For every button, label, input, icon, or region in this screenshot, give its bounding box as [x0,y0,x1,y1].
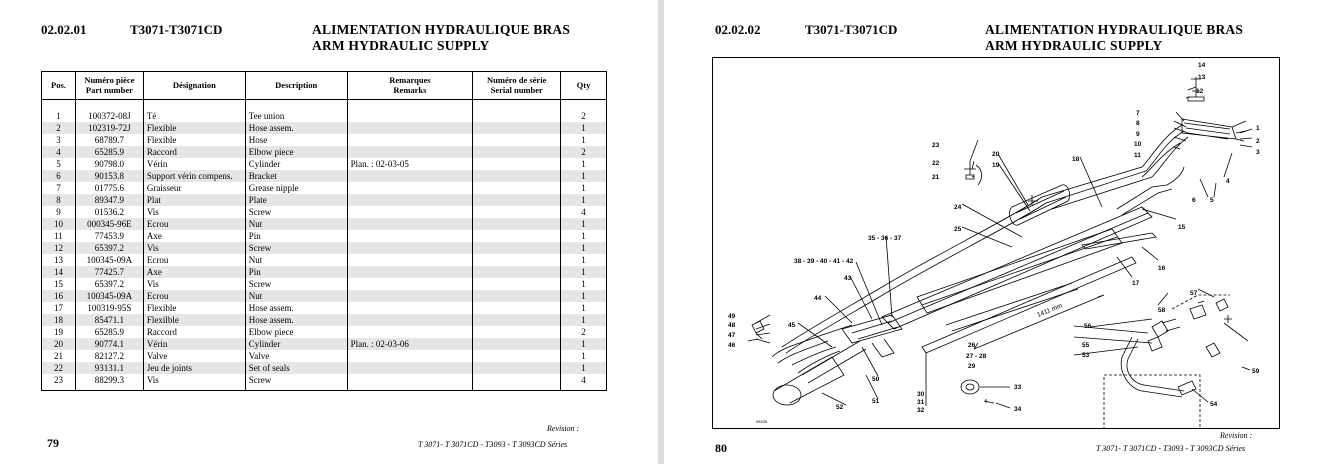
cell-qty: 1 [561,122,607,134]
cell-remarks [347,302,473,314]
title-french: ALIMENTATION HYDRAULIQUE BRAS [312,22,571,37]
cell-qty: 1 [561,170,607,182]
cell-description: Bracket [245,170,347,182]
cell-serial [473,194,561,206]
cell-designation: Graisseur [143,182,245,194]
parts-table [41,71,607,391]
callout-54: 54 [1210,401,1218,408]
cell-description: Screw [245,242,347,254]
callout-59: 59 [1252,368,1260,375]
drawing-ref: 08235 [756,419,768,424]
callout-9: 9 [1136,131,1140,138]
cell-description: Valve [245,350,347,362]
callout-48: 48 [728,322,736,329]
callout-5: 5 [1210,197,1214,204]
header-part-number: Numéro pièce Part number [75,72,143,100]
cell-remarks: Plan. : 02-03-06 [347,338,473,350]
callout-16: 16 [1158,265,1166,272]
callout-21: 21 [932,174,940,181]
cell-remarks [347,230,473,242]
cell-remarks [347,242,473,254]
cell-pos: 11 [42,230,76,242]
table-row [42,254,607,266]
cell-pos: 10 [42,218,76,230]
cell-designation: Axe [143,230,245,242]
table-row [42,122,607,134]
callout-29: 29 [968,363,976,370]
table-row [42,266,607,278]
cell-designation: Ecrou [143,254,245,266]
callout-27-28: 27 - 28 [966,353,987,360]
left-page [0,0,658,464]
cell-serial [473,206,561,218]
cell-serial [473,374,561,391]
callout-57: 57 [1190,290,1198,297]
callout-18: 18 [1072,156,1080,163]
callout-46: 46 [728,342,736,349]
cell-serial [473,302,561,314]
header-pos: Pos. [42,72,76,100]
cell-pos: 19 [42,326,76,338]
cell-designation: Vis [143,374,245,391]
cell-designation: Vérin [143,338,245,350]
cell-description: Elbow piece [245,326,347,338]
table-row [42,302,607,314]
callout-12: 12 [1196,88,1204,95]
callout-20: 20 [992,151,1000,158]
series-footer: T 3071- T 3071CD - T3093 - T 3093CD Séries [418,440,568,449]
cell-remarks [347,362,473,374]
cell-remarks [347,266,473,278]
cell-part: 77425.7 [75,266,143,278]
cell-description: Hose assem. [245,302,347,314]
title-french: ALIMENTATION HYDRAULIQUE BRAS [985,22,1244,37]
callout-31: 31 [917,399,925,406]
cell-qty: 1 [561,230,607,242]
cell-qty: 1 [561,338,607,350]
cell-part: 100319-95S [75,302,143,314]
cell-serial [473,314,561,326]
cell-qty: 1 [561,182,607,194]
cell-remarks [347,218,473,230]
table-row [42,218,607,230]
table-row [42,134,607,146]
cell-qty: 2 [561,110,607,122]
cell-description: Screw [245,374,347,391]
cell-qty: 1 [561,254,607,266]
callout-34: 34 [1014,406,1022,413]
table-row [42,110,607,122]
cell-pos: 21 [42,350,76,362]
cell-part: 01536.2 [75,206,143,218]
cell-description: Elbow piece [245,146,347,158]
callout-43: 43 [844,275,852,282]
cell-serial [473,266,561,278]
page-number: 79 [47,436,59,450]
cell-description: Hose assem. [245,314,347,326]
cell-qty: 1 [561,218,607,230]
cell-designation: Flexible [143,122,245,134]
cell-qty: 1 [561,290,607,302]
callout-23: 23 [932,142,940,149]
cell-designation: Vis [143,242,245,254]
cell-pos: 12 [42,242,76,254]
table-row [42,350,607,362]
table-row [42,242,607,254]
callout-33: 33 [1014,384,1022,391]
cell-part: 82127.2 [75,350,143,362]
cell-serial [473,338,561,350]
callout-35-37: 35 - 36 - 37 [868,235,902,242]
callout-7: 7 [1136,110,1140,117]
page-number: 80 [715,441,727,455]
cell-serial [473,350,561,362]
cell-remarks [347,146,473,158]
cell-part: 90798.0 [75,158,143,170]
callout-32: 32 [917,407,925,414]
cell-pos: 2 [42,122,76,134]
cell-remarks [347,110,473,122]
cell-part: 90774.1 [75,338,143,350]
cell-qty: 2 [561,326,607,338]
cell-qty: 1 [561,278,607,290]
diagram-frame [713,58,1280,429]
callout-2: 2 [1256,138,1260,145]
table-row [42,338,607,350]
cell-pos: 16 [42,290,76,302]
cell-description: Nut [245,218,347,230]
cell-remarks [347,194,473,206]
cell-designation: Axe [143,266,245,278]
cell-part: 93131.1 [75,362,143,374]
table-row [42,206,607,218]
cell-qty: 1 [561,242,607,254]
cell-qty: 1 [561,158,607,170]
cell-qty: 1 [561,314,607,326]
cell-qty: 1 [561,302,607,314]
cell-remarks [347,182,473,194]
cell-designation: Valve [143,350,245,362]
cell-part: 68789.7 [75,134,143,146]
cell-pos: 9 [42,206,76,218]
cell-description: Screw [245,278,347,290]
cell-part: 65285.9 [75,326,143,338]
cell-part: 89347.9 [75,194,143,206]
cell-part: 65285.9 [75,146,143,158]
cell-remarks [347,134,473,146]
cell-qty: 1 [561,362,607,374]
series-footer: T 3071- T 3071CD - T3093 - T 3093CD Séries [1096,444,1246,453]
callout-53: 53 [1082,352,1090,359]
cell-remarks [347,122,473,134]
cell-designation: Support vérin compens. [143,170,245,182]
cell-designation: Flexible [143,134,245,146]
cell-description: Hose [245,134,347,146]
cell-serial [473,242,561,254]
cell-designation: Ecrou [143,290,245,302]
parts-table-body [42,100,607,391]
cell-remarks [347,314,473,326]
callout-11: 11 [1134,152,1141,159]
callout-1: 1 [1256,125,1260,132]
cell-designation: Vis [143,278,245,290]
cell-serial [473,146,561,158]
cell-designation: Té [143,110,245,122]
header-qty: Qty [561,72,607,100]
cell-serial [473,290,561,302]
cell-remarks [347,254,473,266]
cell-description: Nut [245,254,347,266]
cell-part: 01775.6 [75,182,143,194]
cell-qty: 1 [561,350,607,362]
header-serial-number: Numéro de série Serial number [473,72,561,100]
header-remarks: Remarques Remarks [347,72,473,100]
dimension-label: 1411 mm [1036,302,1064,319]
table-row [42,290,607,302]
cell-pos: 14 [42,266,76,278]
cell-serial [473,218,561,230]
cell-designation: Vis [143,206,245,218]
cell-serial [473,362,561,374]
cell-part: 100372-08J [75,110,143,122]
callout-44: 44 [814,295,822,302]
callout-50: 50 [872,376,880,383]
cell-qty: 4 [561,206,607,218]
cell-description: Tee union [245,110,347,122]
table-row [42,362,607,374]
cell-serial [473,134,561,146]
table-row [42,182,607,194]
cell-serial [473,110,561,122]
model-code: T3071-T3071CD [130,22,223,37]
model-code: T3071-T3071CD [805,22,898,37]
table-row [42,374,607,391]
cell-remarks [347,326,473,338]
table-row [42,146,607,158]
cell-pos: 8 [42,194,76,206]
cell-description: Plate [245,194,347,206]
cell-qty: 1 [561,266,607,278]
cell-serial [473,254,561,266]
cell-description: Screw [245,206,347,218]
callout-19: 19 [992,162,1000,169]
cell-designation: Plat [143,194,245,206]
table-row [42,230,607,242]
cell-description: Pin [245,266,347,278]
revision-label: Revision : [1220,431,1253,440]
table-row [42,314,607,326]
cell-remarks: Plan. : 02-03-05 [347,158,473,170]
cell-pos: 18 [42,314,76,326]
cell-serial [473,122,561,134]
cell-designation: Jeu de joints [143,362,245,374]
table-row [42,170,607,182]
cell-part: 65397.2 [75,278,143,290]
callout-10: 10 [1134,141,1142,148]
cell-qty: 4 [561,374,607,391]
cell-serial [473,230,561,242]
cell-serial [473,158,561,170]
callout-22: 22 [932,160,940,167]
cell-designation: Raccord [143,146,245,158]
cell-serial [473,326,561,338]
cell-description: Set of seals [245,362,347,374]
cell-part: 77453.9 [75,230,143,242]
table-row [42,194,607,206]
cell-part: 65397.2 [75,242,143,254]
callout-58: 58 [1158,307,1166,314]
cell-part: 90153.8 [75,170,143,182]
cell-description: Cylinder [245,158,347,170]
cell-part: 100345-09A [75,290,143,302]
table-row [42,158,607,170]
cell-remarks [347,350,473,362]
callout-8: 8 [1136,120,1140,127]
section-code: 02.02.01 [41,22,87,37]
cell-remarks [347,278,473,290]
cell-part: 000345-96E [75,218,143,230]
cell-pos: 13 [42,254,76,266]
callout-51: 51 [872,398,880,405]
cell-remarks [347,170,473,182]
callout-17: 17 [1132,280,1140,287]
cell-qty: 1 [561,194,607,206]
cell-description: Nut [245,290,347,302]
callout-15: 15 [1178,224,1186,231]
exploded-parts-diagram [712,57,1280,429]
cell-designation: Ecrou [143,218,245,230]
cell-remarks [347,374,473,391]
title-english: ARM HYDRAULIC SUPPLY [985,38,1163,53]
cell-remarks [347,290,473,302]
cell-part: 100345-09A [75,254,143,266]
cell-pos: 20 [42,338,76,350]
revision-label: Revision : [547,424,580,433]
parts-table-header [42,72,607,100]
cell-part: 88299.3 [75,374,143,391]
header-designation: Désignation [143,72,245,100]
callout-6: 6 [1192,197,1196,204]
callout-45: 45 [788,322,796,329]
cell-pos: 23 [42,374,76,391]
title-english: ARM HYDRAULIC SUPPLY [312,38,490,53]
cell-designation: Flexilble [143,314,245,326]
callout-38-42: 38 - 39 - 40 - 41 - 42 [794,258,854,265]
cell-pos: 3 [42,134,76,146]
callout-4: 4 [1226,178,1230,185]
callout-24: 24 [954,204,962,211]
cell-pos: 4 [42,146,76,158]
callout-13: 13 [1198,74,1206,81]
callout-47: 47 [728,332,736,339]
header-description: Description [245,72,347,100]
callout-49: 49 [728,313,736,320]
cell-part: 85471.1 [75,314,143,326]
cell-pos: 7 [42,182,76,194]
cell-pos: 15 [42,278,76,290]
cell-designation: Vérin [143,158,245,170]
callout-14: 14 [1198,62,1206,69]
table-row [42,278,607,290]
cell-qty: 2 [561,146,607,158]
cell-serial [473,170,561,182]
cell-qty: 1 [561,134,607,146]
cell-pos: 6 [42,170,76,182]
callout-26: 26 [968,342,976,349]
cell-designation: Raccord [143,326,245,338]
callout-3: 3 [1256,149,1260,156]
callout-25: 25 [954,226,962,233]
cell-description: Pin [245,230,347,242]
cell-part: 102319-72J [75,122,143,134]
cell-pos: 17 [42,302,76,314]
cell-description: Hose assem. [245,122,347,134]
cell-serial [473,182,561,194]
callout-52: 52 [836,404,844,411]
cell-serial [473,278,561,290]
cell-description: Cylinder [245,338,347,350]
cell-description: Grease nipple [245,182,347,194]
cell-designation: Flexible [143,302,245,314]
cell-pos: 5 [42,158,76,170]
callout-55: 55 [1082,342,1090,349]
table-row [42,326,607,338]
cell-pos: 22 [42,362,76,374]
section-code: 02.02.02 [715,22,761,37]
callout-30: 30 [917,391,925,398]
callout-56: 56 [1084,323,1092,330]
cell-remarks [347,206,473,218]
cell-pos: 1 [42,110,76,122]
